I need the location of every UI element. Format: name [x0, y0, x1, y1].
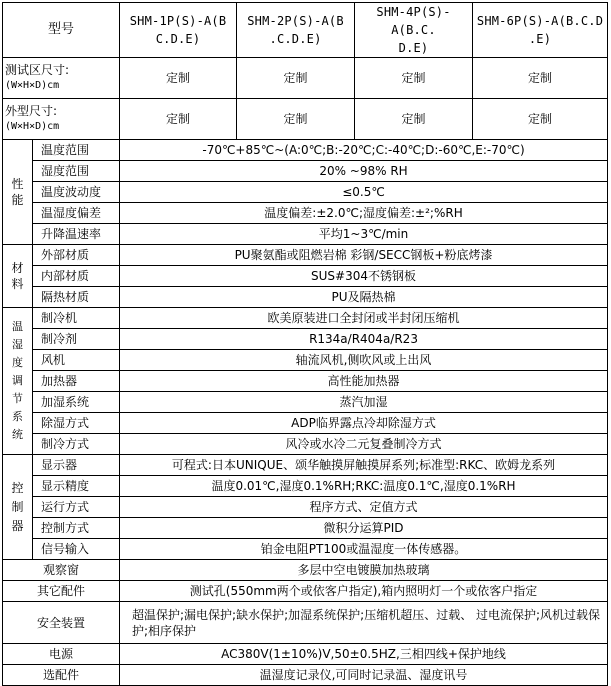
controller-group-label [3, 455, 33, 560]
cell-line: .C.D.E) [269, 32, 322, 46]
test-area-value: 定制 [120, 58, 237, 99]
table-row [3, 203, 608, 224]
table-row [3, 308, 608, 329]
humidity-system-row-label: 加热器 [33, 371, 120, 392]
bottom-row-value: 超温保护;漏电保护;缺水保护;加湿系统保护;压缩机超压、过载、 过电流保护;风机过载保护;相序保护 [120, 602, 608, 644]
outer-size-value: 定制 [473, 99, 608, 140]
material-row-value: SUS#304不锈钢板 [120, 266, 608, 287]
performance-row-value: 平均1~3℃/min [120, 224, 608, 245]
table-row [3, 99, 608, 140]
humidity-system-row-value: 轴流风机,侧吹风或上出风 [120, 350, 608, 371]
performance-row-label: 温湿度偏差 [33, 203, 120, 224]
bottom-row-label: 安全装置 [3, 602, 120, 644]
table-row [3, 350, 608, 371]
group-char: 制 [11, 499, 24, 514]
table-row [3, 497, 608, 518]
group-char: 度 [12, 356, 23, 369]
humidity-system-row-value: 欧美原装进口全封闭或半封闭压缩机 [120, 308, 608, 329]
cell-line: SHM-1P(S)-A(B [129, 14, 227, 28]
cell-line: 外型尺寸: [5, 104, 58, 118]
bottom-row-label: 观察窗 [3, 560, 120, 581]
group-char: 统 [12, 428, 23, 441]
table-row [3, 245, 608, 266]
model-header [355, 3, 473, 58]
outer-size-value: 定制 [120, 99, 237, 140]
bottom-row-label: 选配件 [3, 665, 120, 686]
material-row-label: 隔热材质 [33, 287, 120, 308]
group-char: 器 [11, 518, 24, 533]
group-char: 能 [11, 193, 24, 207]
table-row [3, 3, 608, 58]
test-area-label [3, 58, 120, 99]
table-row [3, 182, 608, 203]
cell-line: SHM-2P(S)-A(B [247, 14, 344, 28]
test-area-value: 定制 [473, 58, 608, 99]
table-row [3, 602, 608, 644]
humidity-system-row-label: 加湿系统 [33, 392, 120, 413]
material-row-label: 内部材质 [33, 266, 120, 287]
bottom-row-label: 电源 [3, 644, 120, 665]
performance-row-label: 温度范围 [33, 140, 120, 161]
humidity-system-row-label: 风机 [33, 350, 120, 371]
performance-row-label: 湿度范围 [33, 161, 120, 182]
spec-table-body [3, 3, 608, 686]
table-row [3, 476, 608, 497]
controller-row-value: 铂金电阻PT100或温湿度一体传感器。 [120, 539, 608, 560]
bottom-row-value: 测试孔(550mm两个或依客户指定),箱内照明灯一个或依客户指定 [120, 581, 608, 602]
outer-size-value: 定制 [237, 99, 355, 140]
test-area-value: 定制 [355, 58, 473, 99]
controller-row-value: 可程式:日本UNIQUE、颂华触摸屏触摸屏系列;标准型:RKC、欧姆龙系列 [120, 455, 608, 476]
humidity-system-row-label: 除湿方式 [33, 413, 120, 434]
group-char: 调 [12, 374, 23, 387]
outer-size-unit: (W×H×D)cm [5, 121, 60, 132]
humidity-system-row-label: 制冷机 [33, 308, 120, 329]
performance-row-value: ≤0.5℃ [120, 182, 608, 203]
table-row [3, 371, 608, 392]
test-area-value: 定制 [237, 58, 355, 99]
table-row [3, 161, 608, 182]
humidity-system-row-label: 制冷剂 [33, 329, 120, 350]
controller-row-label: 显示精度 [33, 476, 120, 497]
controller-row-value: 微积分运算PID [120, 518, 608, 539]
table-row [3, 581, 608, 602]
group-char: 节 [12, 392, 23, 405]
table-row [3, 329, 608, 350]
model-header [473, 3, 608, 58]
cell-line: D.E) [398, 41, 429, 55]
humidity-system-row-value: R134a/R404a/R23 [120, 329, 608, 350]
table-row [3, 434, 608, 455]
group-char: 控 [11, 480, 24, 495]
group-char: 料 [11, 277, 24, 291]
model-header [237, 3, 355, 58]
spec-table [2, 2, 608, 686]
group-char: 湿 [12, 338, 23, 351]
humidity-system-row-label: 制冷方式 [33, 434, 120, 455]
bottom-row-value: 多层中空电镀膜加热玻璃 [120, 560, 608, 581]
group-char: 性 [11, 177, 24, 191]
table-row [3, 665, 608, 686]
performance-row-value: -70℃+85℃~(A:0℃;B:-20℃;C:-40℃;D:-60℃,E:-70℃) [120, 140, 608, 161]
humidity-system-row-value: ADP临界露点冷却除湿方式 [120, 413, 608, 434]
outer-size-value: 定制 [355, 99, 473, 140]
controller-row-label: 信号输入 [33, 539, 120, 560]
table-row [3, 287, 608, 308]
table-row [3, 560, 608, 581]
cell-line: .E) [528, 32, 552, 46]
performance-row-label: 升降温速率 [33, 224, 120, 245]
group-char: 材 [11, 261, 24, 275]
table-row [3, 266, 608, 287]
controller-row-label: 控制方式 [33, 518, 120, 539]
humidity-system-row-value: 蒸汽加湿 [120, 392, 608, 413]
bottom-row-value: 温湿度记录仪,可同时记录温、湿度讯号 [120, 665, 608, 686]
controller-row-value: 温度0.01℃,湿度0.1%RH;RKC:温度0.1℃,湿度0.1%RH [120, 476, 608, 497]
test-area-unit: (W×H×D)cm [5, 80, 60, 91]
table-row [3, 224, 608, 245]
bottom-row-label: 其它配件 [3, 581, 120, 602]
table-row [3, 539, 608, 560]
group-char: 温 [12, 320, 23, 333]
material-group-label [3, 245, 33, 308]
header-label: 型号 [3, 3, 120, 58]
humidity-system-row-value: 风冷或水冷二元复叠制冷方式 [120, 434, 608, 455]
outer-size-label [3, 99, 120, 140]
cell-line: C.D.E) [155, 32, 201, 46]
cell-line: SHM-6P(S)-A(B.C.D [476, 14, 604, 28]
material-row-value: PU及隔热棉 [120, 287, 608, 308]
material-row-value: PU聚氨酯或阻燃岩棉 彩钢/SECC钢板+粉底烤漆 [120, 245, 608, 266]
controller-row-value: 程序方式、定值方式 [120, 497, 608, 518]
cell-line: 测试区尺寸: [5, 63, 70, 77]
performance-row-value: 温度偏差:±2.0℃;湿度偏差:±²;%RH [120, 203, 608, 224]
group-char: 系 [12, 410, 23, 423]
performance-row-label: 温度波动度 [33, 182, 120, 203]
table-row [3, 455, 608, 476]
table-row [3, 392, 608, 413]
controller-row-label: 运行方式 [33, 497, 120, 518]
table-row [3, 58, 608, 99]
table-row [3, 644, 608, 665]
humidity-system-row-value: 高性能加热器 [120, 371, 608, 392]
model-header [120, 3, 237, 58]
controller-row-label: 显示器 [33, 455, 120, 476]
table-row [3, 518, 608, 539]
performance-group-label [3, 140, 33, 245]
table-row [3, 413, 608, 434]
performance-row-value: 20% ~98% RH [120, 161, 608, 182]
material-row-label: 外部材质 [33, 245, 120, 266]
bottom-row-value: AC380V(1±10%)V,50±0.5HZ,三相四线+保护地线 [120, 644, 608, 665]
humidity-system-group-label [3, 308, 33, 455]
cell-line: SHM-4P(S)-A(B.C. [376, 5, 451, 37]
table-row [3, 140, 608, 161]
